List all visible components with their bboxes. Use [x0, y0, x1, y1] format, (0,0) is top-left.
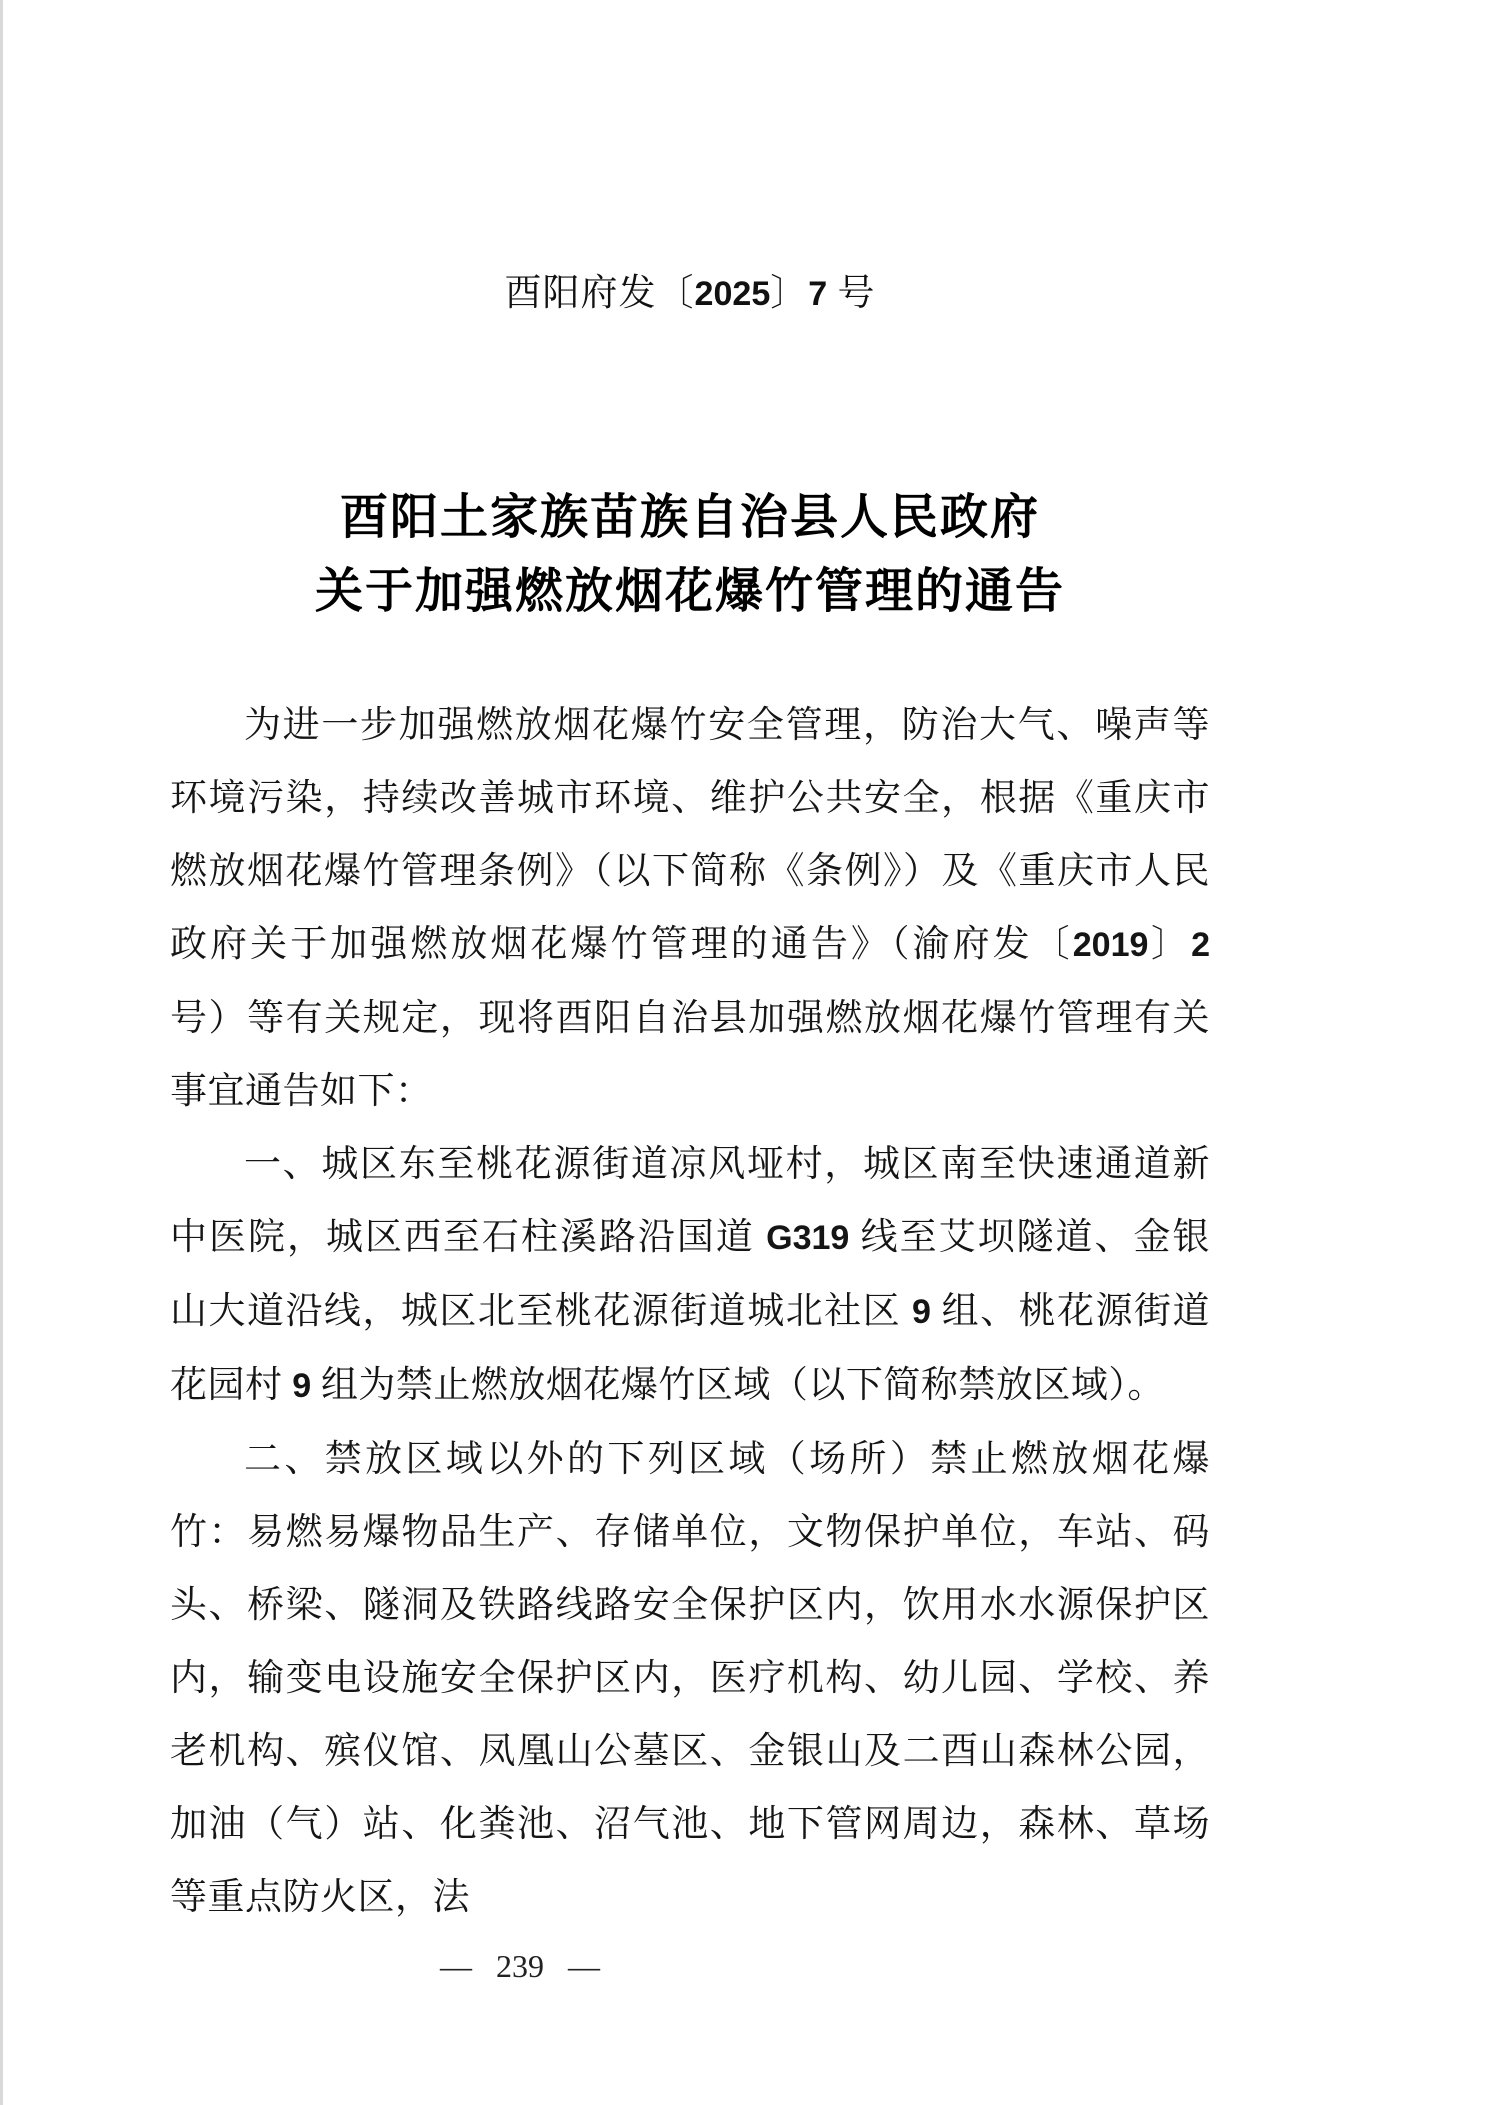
- latin-numeral: 7: [808, 275, 828, 313]
- paragraph-item-2: 二、禁放区域以外的下列区域（场所）禁止燃放烟花爆竹：易燃易爆物品生产、存储单位，文物保护单位，车站、码头、桥梁、隧洞及铁路线路安全保护区内，饮用水水源保护区内，输变电设施安全保护区内，医疗机构、幼儿园、学校、养老机构、殡仪馆、凤凰山公墓区、金银山及二酉山森林公园，加油（气）站、化粪池、沼气池、地下管网周边，森林、草场等重点防火区，法: [170, 1439, 1210, 1918]
- doc-number: 酉阳府发〔2025〕7 号: [504, 273, 876, 314]
- latin-numeral: 2019: [1072, 926, 1149, 964]
- latin-numeral: 2: [1191, 926, 1211, 964]
- document-content: [170, 0, 1210, 1934]
- title-line-1: 酉阳土家族苗族自治县人民政府: [339, 491, 1040, 544]
- page-number: — 239 —: [440, 1948, 600, 1984]
- scan-edge-line: [0, 0, 3, 2105]
- latin-numeral: 2025: [694, 275, 771, 313]
- latin-numeral: 9: [911, 1293, 931, 1331]
- paragraph-item-1: 一、城区东至桃花源街道凉风垭村，城区南至快速通道新中医院，城区西至石柱溪路沿国道 G319 线至艾坝隧道、金银山大道沿线，城区北至桃花源街道城北社区 9 组、桃花源街道花园村 9 组为禁止燃放烟花爆竹区域（以下简称禁放区域）。: [170, 1144, 1211, 1406]
- title-line-2: 关于加强燃放烟花爆竹管理的通告: [314, 565, 1065, 618]
- document-title: [170, 481, 1210, 629]
- latin-numeral: G319: [766, 1219, 850, 1257]
- paragraph-intro: 为进一步加强燃放烟花爆竹安全管理，防治大气、噪声等环境污染，持续改善城市环境、维护公共安全，根据《重庆市燃放烟花爆竹管理条例》（以下简称《条例》）及《重庆市人民政府关于加强燃放烟花爆竹管理的通告》（渝府发〔2019〕2 号）等有关规定，现将酉阳自治县加强燃放烟花爆竹管理有关事宜通告如下：: [170, 705, 1211, 1112]
- latin-numeral: 9: [292, 1367, 312, 1405]
- document-body: [170, 689, 1210, 1934]
